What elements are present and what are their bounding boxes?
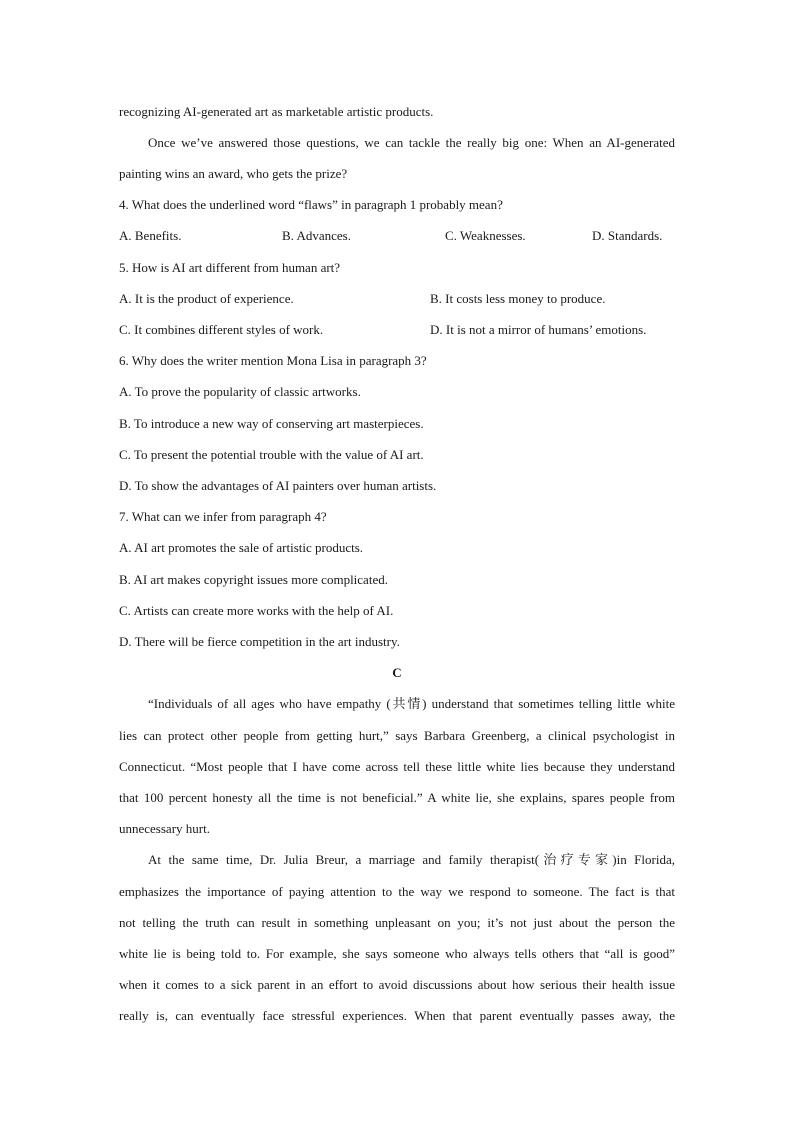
question-5-option-c: C. It combines different styles of work. xyxy=(119,322,324,337)
section-c-p1-line4: that 100 percent honesty all the time is not beneficial.” A white lie, she explains, spares people from xyxy=(119,790,675,805)
section-c-p2-line1: At the same time, Dr. Julia Breur, a marriage and family therapist(治疗专家)in Florida, xyxy=(148,852,675,867)
question-7-option-c: C. Artists can create more works with the help of AI. xyxy=(119,603,394,618)
section-c-p1-line1: “Individuals of all ages who have empathy (共情) understand that sometimes telling little white xyxy=(148,696,675,711)
question-7-option-a: A. AI art promotes the sale of artistic products. xyxy=(119,540,364,555)
section-c-p2-line5: when it comes to a sick parent in an effort to avoid discussions about how serious their health issue xyxy=(119,977,675,992)
question-4-option-c: C. Weaknesses. xyxy=(445,228,526,243)
passage-b-final-paragraph-line1: Once we’ve answered those questions, we can tackle the really big one: When an AI-generated xyxy=(148,135,675,150)
section-c-p2-line4: white lie is being told to. For example, she says someone who always tells others that “all is good” xyxy=(119,946,675,961)
question-6-option-b: B. To introduce a new way of conserving art masterpieces. xyxy=(119,416,424,431)
question-5-stem: 5. How is AI art different from human art? xyxy=(119,260,341,275)
question-5-option-b: B. It costs less money to produce. xyxy=(430,291,606,306)
section-c-p1-line2: lies can protect other people from getting hurt,” says Barbara Greenberg, a clinical psychologist in xyxy=(119,728,675,743)
passage-b-last-line: recognizing AI-generated art as marketable artistic products. xyxy=(119,104,434,119)
section-c-p2-line3: not telling the truth can result in something unpleasant on you; it’s not just about the person the xyxy=(119,915,675,930)
question-6-option-c: C. To present the potential trouble with the value of AI art. xyxy=(119,447,424,462)
passage-b-final-paragraph-line2: painting wins an award, who gets the prize? xyxy=(119,166,348,181)
section-c-p2-line6: really is, can eventually face stressful experiences. When that parent eventually passes away, the xyxy=(119,1008,675,1023)
section-c-heading: C xyxy=(392,665,402,680)
section-c-p1-line3: Connecticut. “Most people that I have come across tell these little white lies because they understand xyxy=(119,759,675,774)
question-7-option-d: D. There will be fierce competition in the art industry. xyxy=(119,634,400,649)
question-4-option-d: D. Standards. xyxy=(592,228,663,243)
question-7-stem: 7. What can we infer from paragraph 4? xyxy=(119,509,327,524)
section-c-p2-line2: emphasizes the importance of paying attention to the way we respond to someone. The fact is that xyxy=(119,884,675,899)
question-6-option-d: D. To show the advantages of AI painters over human artists. xyxy=(119,478,437,493)
question-4-option-b: B. Advances. xyxy=(282,228,351,243)
question-6-stem: 6. Why does the writer mention Mona Lisa in paragraph 3? xyxy=(119,353,427,368)
question-7-option-b: B. AI art makes copyright issues more complicated. xyxy=(119,572,388,587)
question-4-option-a: A. Benefits. xyxy=(119,228,182,243)
question-5-option-a: A. It is the product of experience. xyxy=(119,291,294,306)
question-4-stem: 4. What does the underlined word “flaws” in paragraph 1 probably mean? xyxy=(119,197,503,212)
section-c-p1-line5: unnecessary hurt. xyxy=(119,821,210,836)
question-5-option-d: D. It is not a mirror of humans’ emotions. xyxy=(430,322,647,337)
question-6-option-a: A. To prove the popularity of classic artworks. xyxy=(119,384,361,399)
